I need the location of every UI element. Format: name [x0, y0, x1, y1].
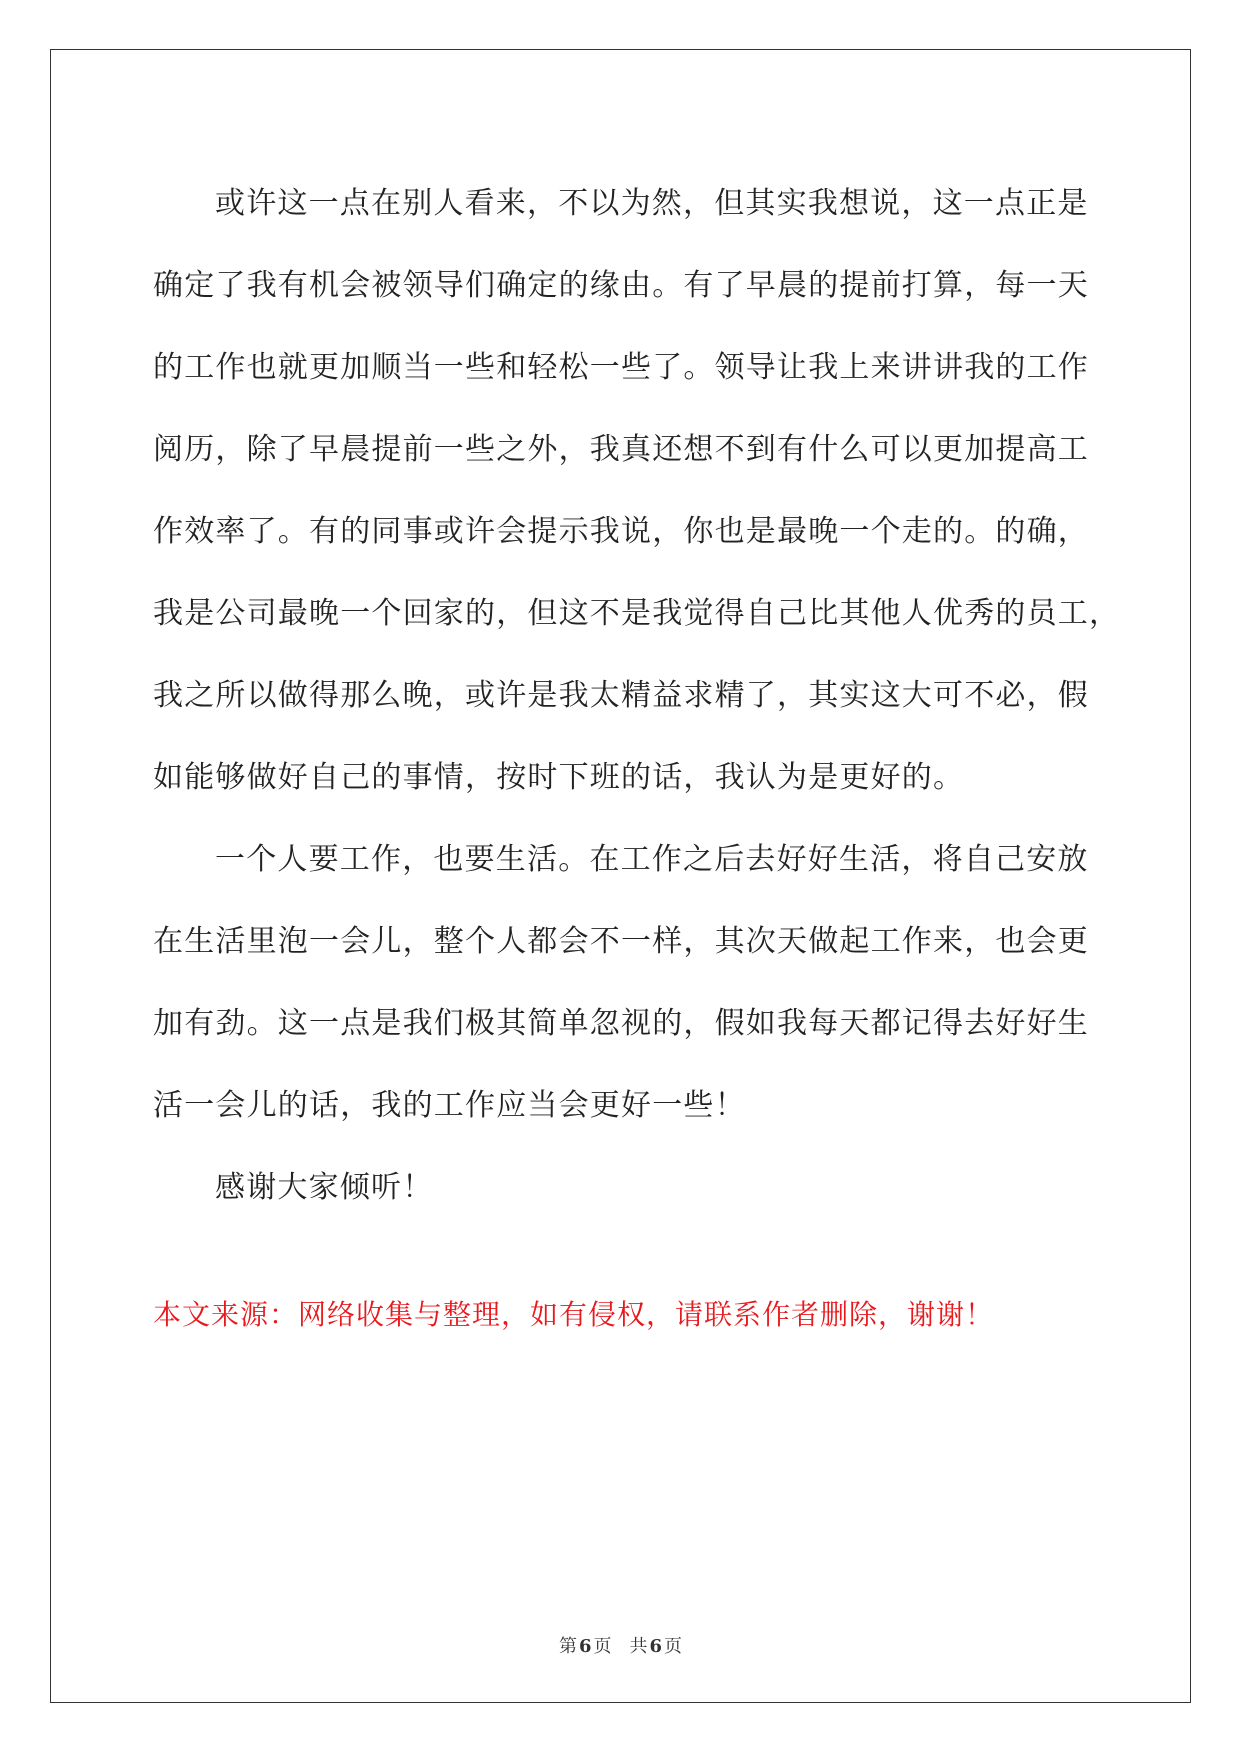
text-line: 阅历，除了早晨提前一些之外，我真还想不到有什么可以更加提高工 [153, 432, 1089, 467]
text-line: 或许这一点在别人看来，不以为然，但其实我想说，这一点正是 [215, 186, 1089, 221]
footer-total-prefix: 共 [629, 1636, 648, 1657]
text-line: 在生活里泡一会儿，整个人都会不一样，其次天做起工作来，也会更 [153, 924, 1089, 959]
document-body [153, 163, 1121, 1229]
footer-total-suffix: 页 [664, 1636, 683, 1657]
source-note: 本文来源：网络收集与整理，如有侵权，请联系作者删除，谢谢！ [153, 1298, 995, 1331]
text-line: 的工作也就更加顺当一些和轻松一些了。领导让我上来讲讲我的工作 [153, 350, 1089, 385]
footer-page-prefix: 第 [558, 1636, 577, 1657]
text-line: 感谢大家倾听！ [215, 1170, 434, 1205]
text-line: 加有劲。这一点是我们极其简单忽视的，假如我每天都记得去好好生 [153, 1006, 1089, 1041]
text-line: 我是公司最晚一个回家的，但这不是我觉得自己比其他人优秀的员工， [153, 596, 1121, 631]
text-line: 活一会儿的话，我的工作应当会更好一些！ [153, 1088, 746, 1123]
text-line: 我之所以做得那么晚，或许是我太精益求精了，其实这大可不必，假 [153, 678, 1089, 713]
text-line: 一个人要工作，也要生活。在工作之后去好好生活，将自己安放 [215, 842, 1089, 877]
text-line: 确定了我有机会被领导们确定的缘由。有了早晨的提前打算，每一天 [153, 268, 1089, 303]
text-line: 如能够做好自己的事情，按时下班的话，我认为是更好的。 [153, 760, 965, 795]
text-line: 作效率了。有的同事或许会提示我说，你也是最晚一个走的。的确， [153, 514, 1089, 549]
footer-total-pages: 6 [649, 1636, 663, 1657]
footer-page-number: 6 [578, 1636, 592, 1657]
paragraph-3 [153, 1147, 1093, 1229]
page-footer [0, 1632, 1241, 1658]
paragraph-1 [153, 163, 1121, 819]
paragraph-2 [153, 819, 1093, 1147]
footer-page-suffix: 页 [593, 1636, 612, 1657]
